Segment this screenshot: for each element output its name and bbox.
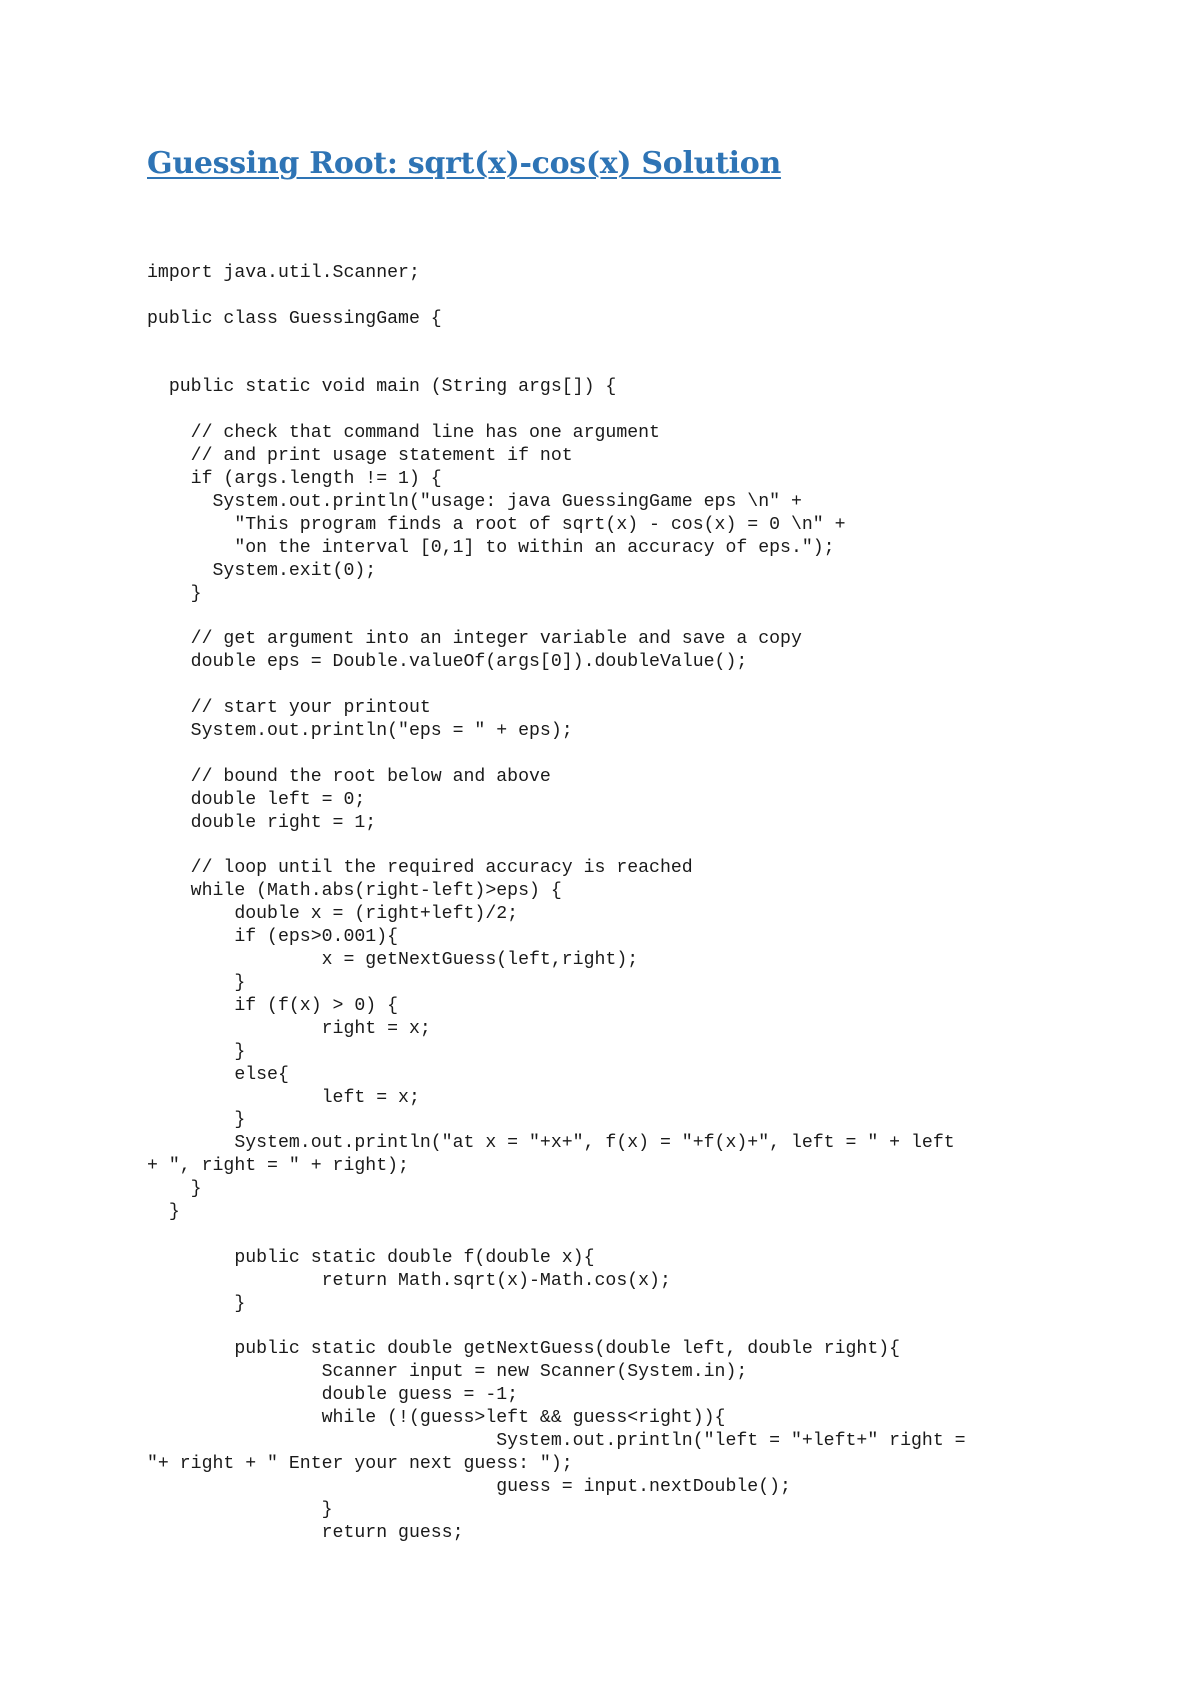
code-line: double x = (right+left)/2; — [147, 904, 519, 925]
code-line: } — [147, 583, 202, 604]
code-line: left = x; — [147, 1087, 420, 1108]
code-line: guess = input.nextDouble(); — [147, 1476, 791, 1497]
code-line: // and print usage statement if not — [147, 446, 573, 467]
code-line: if (f(x) > 0) { — [147, 995, 399, 1016]
code-line: } — [147, 1499, 333, 1520]
code-line: if (eps>0.001){ — [147, 927, 399, 948]
code-line: public static double getNextGuess(double left, double right){ — [147, 1339, 901, 1360]
code-block — [147, 262, 966, 1545]
code-line: System.out.println("eps = " + eps); — [147, 721, 573, 742]
code-line: Scanner input = new Scanner(System.in); — [147, 1362, 748, 1383]
code-line: return Math.sqrt(x)-Math.cos(x); — [147, 1270, 671, 1291]
code-line: } — [147, 1202, 180, 1223]
code-line — [147, 331, 966, 354]
code-line: double left = 0; — [147, 789, 366, 810]
code-line: double eps = Double.valueOf(args[0]).doubleValue(); — [147, 652, 748, 673]
code-line: "This program finds a root of sqrt(x) - cos(x) = 0 \n" + — [147, 514, 846, 535]
code-line: "on the interval [0,1] to within an accuracy of eps."); — [147, 537, 835, 558]
code-line: // start your printout — [147, 698, 431, 719]
code-line: // check that command line has one argument — [147, 423, 660, 444]
code-line: // bound the root below and above — [147, 766, 551, 787]
code-line: } — [147, 1179, 202, 1200]
code-line: double right = 1; — [147, 812, 377, 833]
code-line: // loop until the required accuracy is reached — [147, 858, 693, 879]
code-line: while (!(guess>left && guess<right)){ — [147, 1408, 726, 1429]
code-line: public static void main (String args[]) { — [147, 377, 617, 398]
code-line — [147, 285, 966, 308]
code-line: // get argument into an integer variable and save a copy — [147, 629, 802, 650]
code-line: System.exit(0); — [147, 560, 377, 581]
code-line: } — [147, 1110, 246, 1131]
code-line: return guess; — [147, 1522, 464, 1543]
code-line: } — [147, 1293, 246, 1314]
code-line: x = getNextGuess(left,right); — [147, 950, 639, 971]
code-line: System.out.println("at x = "+x+", f(x) = "+f(x)+", left = " + left — [147, 1133, 955, 1154]
code-line: } — [147, 972, 246, 993]
document-title: Guessing Root: sqrt(x)-cos(x) Solution — [147, 146, 781, 181]
code-line: if (args.length != 1) { — [147, 469, 442, 490]
code-line: System.out.println("usage: java GuessingGame eps \n" + — [147, 492, 802, 512]
code-line — [147, 1316, 966, 1339]
code-line — [147, 835, 966, 858]
code-line: } — [147, 1041, 246, 1062]
code-line: right = x; — [147, 1018, 431, 1039]
code-line — [147, 354, 966, 377]
code-line: else{ — [147, 1064, 289, 1085]
code-line — [147, 674, 966, 697]
code-line: "+ right + " Enter your next guess: "); — [147, 1453, 573, 1474]
code-line — [147, 399, 966, 422]
code-line: public static double f(double x){ — [147, 1247, 595, 1268]
code-line — [147, 606, 966, 629]
code-line: while (Math.abs(right-left)>eps) { — [147, 881, 562, 902]
code-line: public class GuessingGame { — [147, 308, 442, 329]
code-line: + ", right = " + right); — [147, 1156, 409, 1177]
code-line — [147, 743, 966, 766]
code-line — [147, 1224, 966, 1247]
code-line: import java.util.Scanner; — [147, 263, 420, 283]
code-line: System.out.println("left = "+left+" right = — [147, 1431, 966, 1452]
code-line: double guess = -1; — [147, 1385, 519, 1406]
